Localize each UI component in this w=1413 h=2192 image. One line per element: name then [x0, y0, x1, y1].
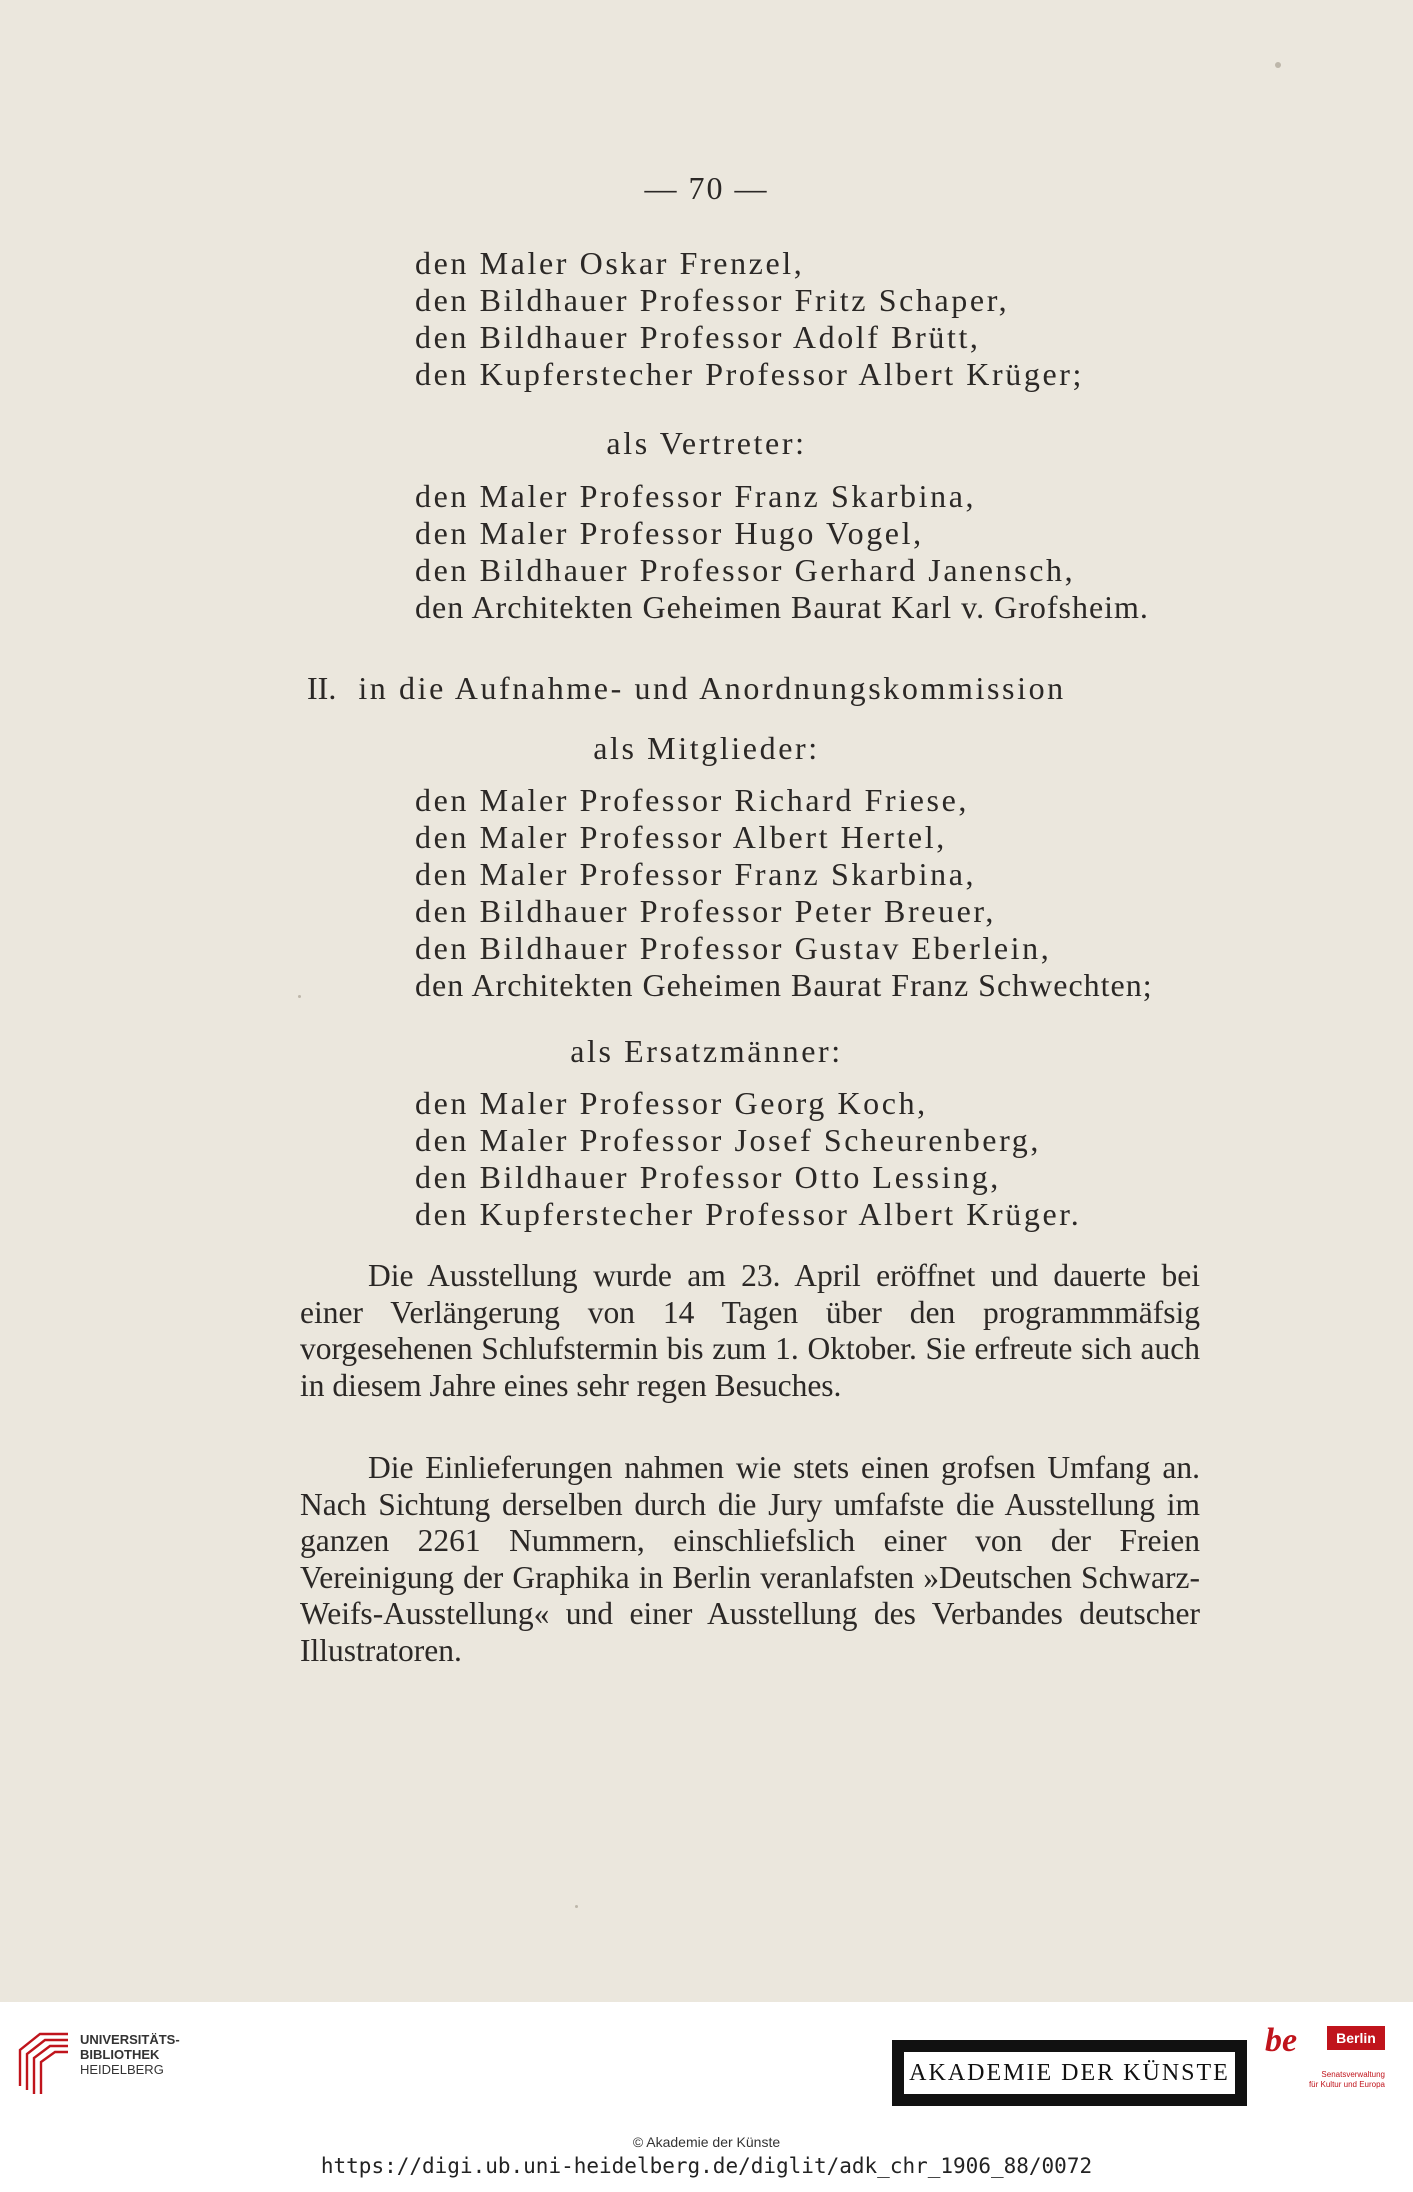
berlin-badge: Berlin [1327, 2026, 1385, 2050]
list-item: den Bildhauer Professor Fritz Schaper, [415, 282, 1010, 318]
mitglieder-list [415, 782, 1215, 1004]
berlin-subtitle [1295, 2070, 1385, 2090]
paragraph-exhibition [300, 1258, 1200, 1404]
heading-ersatzmaenner: als Ersatzmänner: [570, 1033, 843, 1069]
list-item: den Kupferstecher Professor Albert Krüger; [415, 356, 1085, 392]
paragraph-text: Die Einlieferungen nahmen wie stets einen grofsen Umfang an. Nach Sichtung derselben durch die Jury umfafste die Ausstellung im ganzen 2261 Nummern, einschliefslich einer von der Freien Vereinigung der Graphika in Berlin veranlafsten »Deutschen Schwarz-Weifs-Ausstellung« und einer Ausstellung des Verbandes deutscher Illustratoren. [300, 1450, 1200, 1668]
list-item: den Maler Oskar Frenzel, [415, 245, 805, 281]
ub-name-line: BIBLIOTHEK [80, 2047, 160, 2062]
page-number: — 70 — [644, 170, 769, 206]
section-number: II. [307, 670, 337, 706]
berlin-be-mark: be [1265, 2022, 1298, 2059]
berlin-senate-logo[interactable] [1265, 2022, 1385, 2104]
list-item: den Bildhauer Professor Gustav Eberlein, [415, 930, 1052, 966]
list-item: den Maler Professor Hugo Vogel, [415, 515, 924, 551]
list-item: den Maler Professor Albert Hertel, [415, 819, 947, 855]
berlin-sub-line: für Kultur und Europa [1308, 2080, 1385, 2089]
list-item: den Bildhauer Professor Gerhard Janensch, [415, 552, 1076, 588]
berlin-sub-line: Senatsverwaltung [1321, 2070, 1385, 2079]
ub-name-line: UNIVERSITÄTS- [80, 2032, 180, 2047]
list-item: den Maler Professor Georg Koch, [415, 1085, 928, 1121]
list-item: den Architekten Geheimen Baurat Franz Schwechten; [415, 967, 1153, 1003]
scan-speck [298, 995, 301, 998]
ub-name-line: HEIDELBERG [80, 2062, 164, 2077]
section-title: in die Aufnahme- und Anordnungskommission [358, 670, 1066, 706]
paragraph-submissions [300, 1450, 1200, 1669]
heading-vertreter: als Vertreter: [606, 425, 807, 461]
list-item: den Maler Professor Franz Skarbina, [415, 856, 977, 892]
akademie-logo[interactable] [892, 2040, 1247, 2106]
list-item: den Maler Professor Josef Scheurenberg, [415, 1122, 1041, 1158]
list-item: den Maler Professor Richard Friese, [415, 782, 969, 818]
scan-speck [575, 1905, 578, 1908]
copyright-notice: © Akademie der Künste [632, 2134, 781, 2150]
ersatz-list [415, 1085, 1215, 1233]
viewer-footer [0, 2002, 1413, 2192]
akademie-label: AKADEMIE DER KÜNSTE [904, 2052, 1235, 2094]
list-item: den Architekten Geheimen Baurat Karl v. Grofsheim. [415, 589, 1149, 625]
paragraph-text: Die Ausstellung wurde am 23. April eröffnet und dauerte bei einer Verlängerung von 14 Tagen über den programmmäfsig vorgesehenen Schlufstermin bis zum 1. Oktober. Sie erfreute sich auch in diesem Jahre eines sehr regen Besuches. [300, 1258, 1200, 1403]
list-item: den Bildhauer Professor Otto Lessing, [415, 1159, 1001, 1195]
scan-speck [1275, 62, 1281, 68]
vertreter-list [415, 478, 1215, 626]
heading-mitglieder: als Mitglieder: [593, 730, 820, 766]
list-item: den Bildhauer Professor Peter Breuer, [415, 893, 996, 929]
permalink-url[interactable]: https://digi.ub.uni-heidelberg.de/diglit/adk_chr_1906_88/0072 [320, 2154, 1093, 2178]
section-heading [307, 670, 1066, 707]
university-library-logo-icon [14, 2028, 74, 2096]
university-library-name [80, 2032, 180, 2077]
members-list-1 [415, 245, 1215, 393]
list-item: den Kupferstecher Professor Albert Krüger. [415, 1196, 1082, 1232]
list-item: den Bildhauer Professor Adolf Brütt, [415, 319, 981, 355]
list-item: den Maler Professor Franz Skarbina, [415, 478, 977, 514]
